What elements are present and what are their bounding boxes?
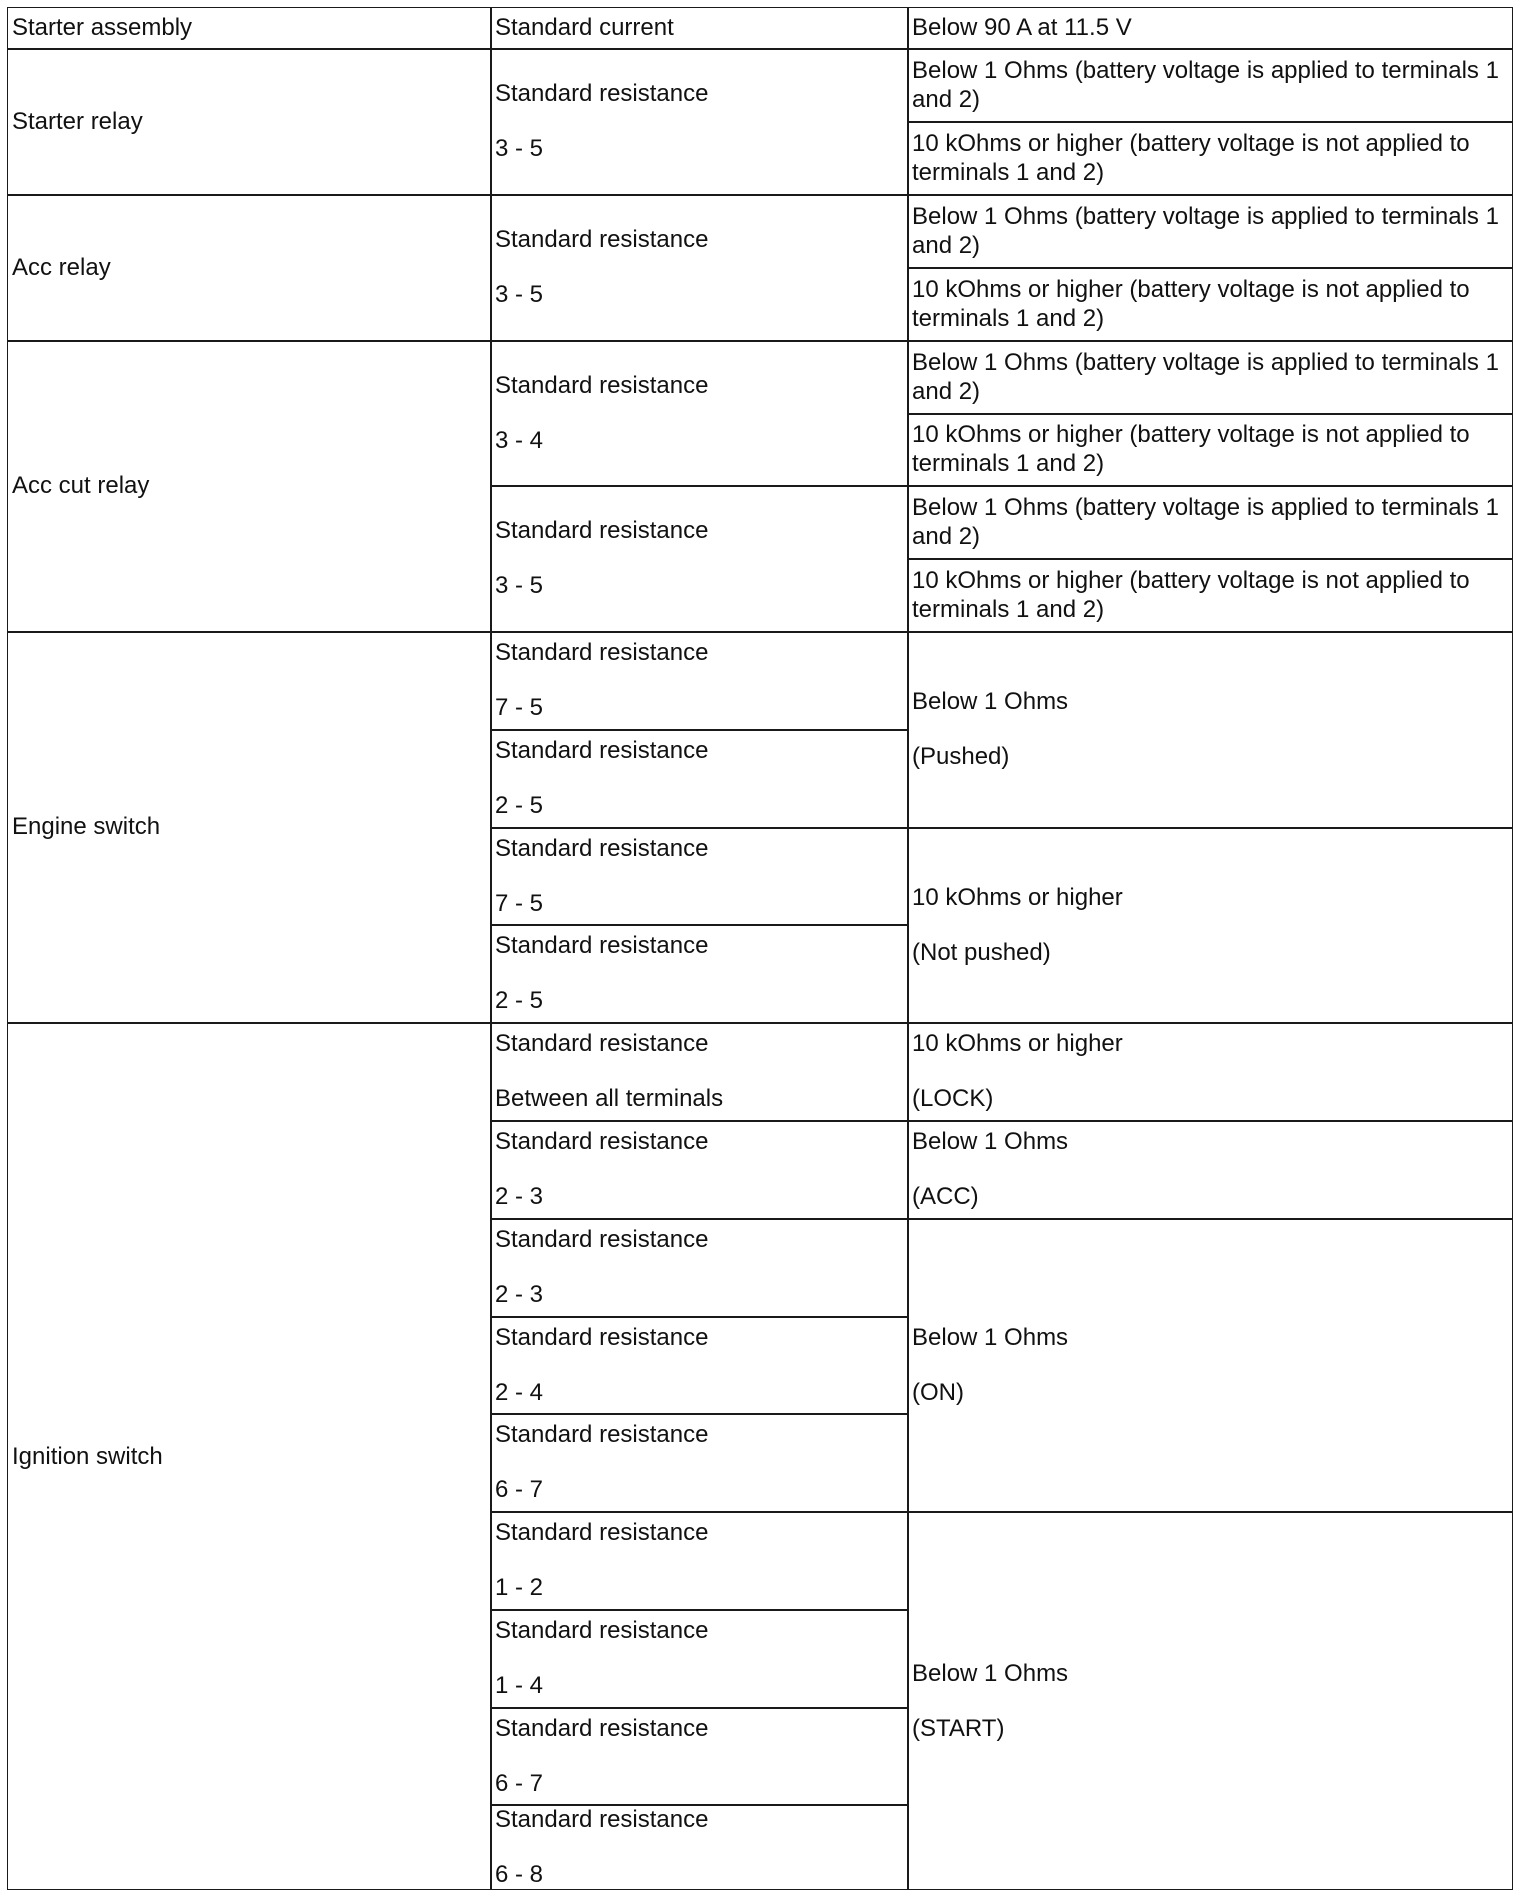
cell-component (7, 1022, 490, 1890)
terminal-pair: 3 - 4 (495, 426, 544, 454)
terminal-pair: 3 - 5 (495, 281, 544, 308)
spec-label: Standard resistance (495, 1323, 709, 1351)
terminal-pair: 2 - 4 (495, 1378, 544, 1406)
spec-value: Below 1 Ohms (battery voltage is applied to terminals 1 and 2) (912, 56, 1499, 113)
terminal-pair: 2 - 5 (495, 792, 544, 819)
terminal-pair: 1 - 4 (495, 1672, 544, 1699)
switch-condition: (LOCK) (912, 1085, 994, 1112)
cell-value (907, 485, 1513, 558)
spec-value: Below 1 Ohms (battery voltage is applied to terminals 1 and 2) (912, 348, 1499, 405)
cell-label (490, 48, 907, 194)
cell-value (907, 7, 1513, 48)
cell-label (490, 1511, 907, 1609)
component-name: Acc relay (12, 253, 111, 281)
component-name: Starter relay (12, 107, 143, 135)
spec-label: Standard resistance (495, 1128, 709, 1155)
spec-value: Below 1 Ohms (battery voltage is applied to terminals 1 and 2) (912, 493, 1499, 550)
cell-label (490, 485, 907, 631)
spec-value: Below 1 Ohms (912, 1128, 1069, 1155)
cell-value (907, 1511, 1513, 1890)
switch-condition: (ACC) (912, 1183, 979, 1210)
spec-label: Standard resistance (495, 1226, 709, 1253)
terminal-pair: Between all terminals (495, 1085, 724, 1112)
cell-label (490, 1804, 907, 1890)
cell-label (490, 1022, 907, 1120)
spec-value: Below 90 A at 11.5 V (912, 14, 1132, 41)
spec-label: Standard resistance (495, 1617, 709, 1644)
terminal-pair: 3 - 5 (495, 572, 544, 599)
terminal-pair: 6 - 7 (495, 1769, 544, 1797)
spec-label: Standard resistance (495, 517, 709, 544)
cell-value (907, 48, 1513, 121)
component-name: Starter assembly (12, 14, 193, 41)
switch-condition: (START) (912, 1714, 1005, 1742)
spec-value: Below 1 Ohms (battery voltage is applied to terminals 1 and 2) (912, 202, 1499, 259)
cell-label (490, 1218, 907, 1316)
cell-value (907, 558, 1513, 631)
terminal-pair: 7 - 5 (495, 889, 544, 917)
cell-value (907, 631, 1513, 827)
spec-value: Below 1 Ohms (912, 688, 1069, 715)
cell-value (907, 413, 1513, 485)
spec-value: 10 kOhms or higher (912, 1030, 1123, 1057)
cell-component (7, 631, 490, 1022)
spec-label: Standard resistance (495, 1421, 709, 1448)
spec-value: 10 kOhms or higher (battery voltage is not applied to terminals 1 and 2) (912, 275, 1470, 332)
cell-label (490, 1707, 907, 1804)
cell-label (490, 1413, 907, 1511)
cell-label (490, 1120, 907, 1218)
cell-label (490, 7, 907, 48)
spec-value: 10 kOhms or higher (battery voltage is not applied to terminals 1 and 2) (912, 129, 1470, 186)
spec-label: Standard resistance (495, 1519, 709, 1546)
cell-label (490, 729, 907, 827)
terminal-pair: 1 - 2 (495, 1574, 544, 1601)
cell-value (907, 267, 1513, 340)
spec-label: Standard resistance (495, 80, 709, 107)
cell-value (907, 121, 1513, 194)
cell-label (490, 924, 907, 1022)
component-name: Acc cut relay (12, 472, 150, 499)
terminal-pair: 6 - 8 (495, 1861, 544, 1888)
cell-component (7, 48, 490, 194)
spec-value: Below 1 Ohms (912, 1659, 1069, 1687)
terminal-pair: 2 - 3 (495, 1183, 544, 1210)
terminal-pair: 2 - 5 (495, 987, 544, 1014)
component-name: Engine switch (12, 813, 161, 840)
spec-label: Standard resistance (495, 932, 709, 959)
spec-label: Standard resistance (495, 371, 709, 399)
terminal-pair: 3 - 5 (495, 135, 544, 162)
cell-label (490, 194, 907, 340)
cell-label (490, 340, 907, 485)
switch-condition: (Not pushed) (912, 938, 1051, 966)
spec-label: Standard resistance (495, 226, 709, 253)
cell-value (907, 1022, 1513, 1120)
spec-label: Standard current (495, 14, 674, 41)
spec-label: Standard resistance (495, 834, 709, 862)
cell-value (907, 340, 1513, 413)
spec-label: Standard resistance (495, 1806, 709, 1833)
spec-label: Standard resistance (495, 1714, 709, 1742)
switch-condition: (Pushed) (912, 743, 1010, 770)
cell-component (7, 7, 490, 48)
spec-label: Standard resistance (495, 737, 709, 764)
spec-value: 10 kOhms or higher (912, 883, 1123, 911)
cell-label (490, 827, 907, 924)
spec-value: Below 1 Ohms (912, 1323, 1069, 1351)
cell-value (907, 1120, 1513, 1218)
cell-label (490, 631, 907, 729)
cell-value (907, 1218, 1513, 1511)
cell-value (907, 194, 1513, 267)
terminal-pair: 2 - 3 (495, 1281, 544, 1308)
spec-label: Standard resistance (495, 639, 709, 666)
inspection-table (7, 7, 1513, 1890)
cell-label (490, 1316, 907, 1413)
cell-label (490, 1609, 907, 1707)
terminal-pair: 7 - 5 (495, 694, 544, 721)
cell-value (907, 827, 1513, 1022)
switch-condition: (ON) (912, 1378, 964, 1406)
terminal-pair: 6 - 7 (495, 1476, 544, 1503)
spec-value: 10 kOhms or higher (battery voltage is not applied to terminals 1 and 2) (912, 421, 1470, 477)
cell-component (7, 340, 490, 631)
spec-value: 10 kOhms or higher (battery voltage is not applied to terminals 1 and 2) (912, 566, 1470, 623)
component-name: Ignition switch (12, 1442, 163, 1470)
cell-component (7, 194, 490, 340)
spec-label: Standard resistance (495, 1030, 709, 1057)
